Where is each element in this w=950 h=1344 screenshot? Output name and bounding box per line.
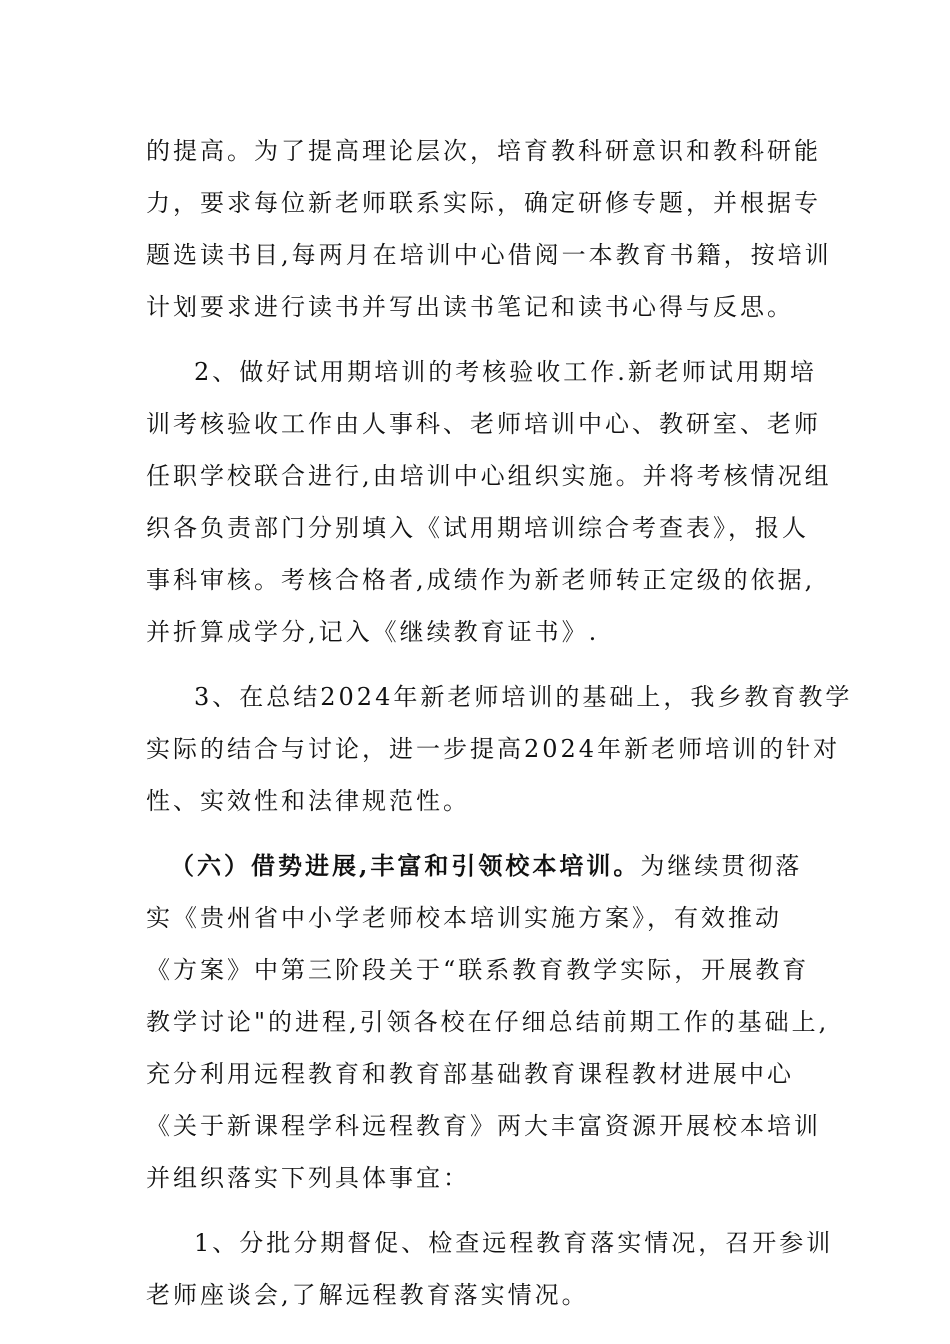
- text-line: [194, 346, 816, 398]
- text-line: [146, 606, 816, 658]
- text-segment: 为继续贯彻落: [640, 852, 803, 880]
- text-line: [146, 281, 816, 333]
- text-segment: 性、实效性和法律规范性。: [146, 787, 470, 815]
- text-segment: 实《贵州省中小学老师校本培训实施方案》，有效推动: [146, 904, 782, 932]
- text-segment: 题选读书目,每两月在培训中心借阅一本教育书籍，按培训: [146, 241, 832, 269]
- text-segment: 3、在总结2024年新老师培训的基础上，我乡教育教学: [194, 683, 853, 711]
- text-segment: 实际的结合与讨论，进一步提高2024年新老师培训的针对: [146, 735, 841, 763]
- text-line: [170, 840, 816, 892]
- text-line: [146, 177, 821, 229]
- text-line: [194, 1217, 834, 1269]
- text-line: [146, 1152, 816, 1204]
- text-segment: 并组织落实下列具体事宜：: [146, 1164, 470, 1192]
- text-segment: 教学讨论"的进程,引领各校在仔细总结前期工作的基础上,: [146, 1008, 830, 1036]
- text-line: [146, 1269, 816, 1321]
- text-line: [146, 996, 830, 1048]
- text-line: [146, 398, 821, 450]
- text-segment: 《关于新课程学科远程教育》两大丰富资源开展校本培训: [146, 1112, 821, 1140]
- text-line: [146, 723, 841, 775]
- text-line: [146, 775, 816, 827]
- text-segment: 织各负责部门分别填入《试用期培训综合考查表》，报人: [146, 514, 809, 542]
- section-heading: （六）借势进展,丰富和引领校本培训。: [170, 851, 641, 880]
- text-segment: 力，要求每位新老师联系实际，确定研修专题，并根据专: [146, 189, 821, 217]
- text-line: [146, 450, 832, 502]
- text-line: [146, 892, 816, 944]
- text-line: [146, 1100, 821, 1152]
- text-segment: 的提高。为了提高理论层次，培育教科研意识和教科研能: [146, 137, 821, 165]
- text-segment: 并折算成学分,记入《继续教育证书》.: [146, 618, 600, 646]
- text-line: [146, 229, 832, 281]
- text-line: [146, 1048, 816, 1100]
- text-segment: 《方案》中第三阶段关于“联系教育教学实际，开展教育: [146, 956, 810, 984]
- text-segment: 训考核验收工作由人事科、老师培训中心、教研室、老师: [146, 410, 821, 438]
- text-segment: 计划要求进行读书并写出读书笔记和读书心得与反思。: [146, 293, 794, 321]
- text-segment: 事科审核。考核合格者,成绩作为新老师转正定级的依据,: [146, 566, 816, 594]
- text-line: [146, 502, 816, 554]
- text-segment: 1、分批分期督促、检查远程教育落实情况，召开参训: [194, 1229, 834, 1257]
- text-line: [146, 944, 816, 996]
- text-line: [146, 125, 821, 177]
- text-line: [194, 671, 853, 723]
- text-segment: 2、做好试用期培训的考核验收工作.新老师试用期培: [194, 358, 817, 386]
- text-line: [146, 554, 816, 606]
- text-segment: 充分利用远程教育和教育部基础教育课程教材进展中心: [146, 1060, 794, 1088]
- text-segment: 任职学校联合进行,由培训中心组织实施。并将考核情况组: [146, 462, 832, 490]
- text-segment: 老师座谈会,了解远程教育落实情况。: [146, 1281, 589, 1309]
